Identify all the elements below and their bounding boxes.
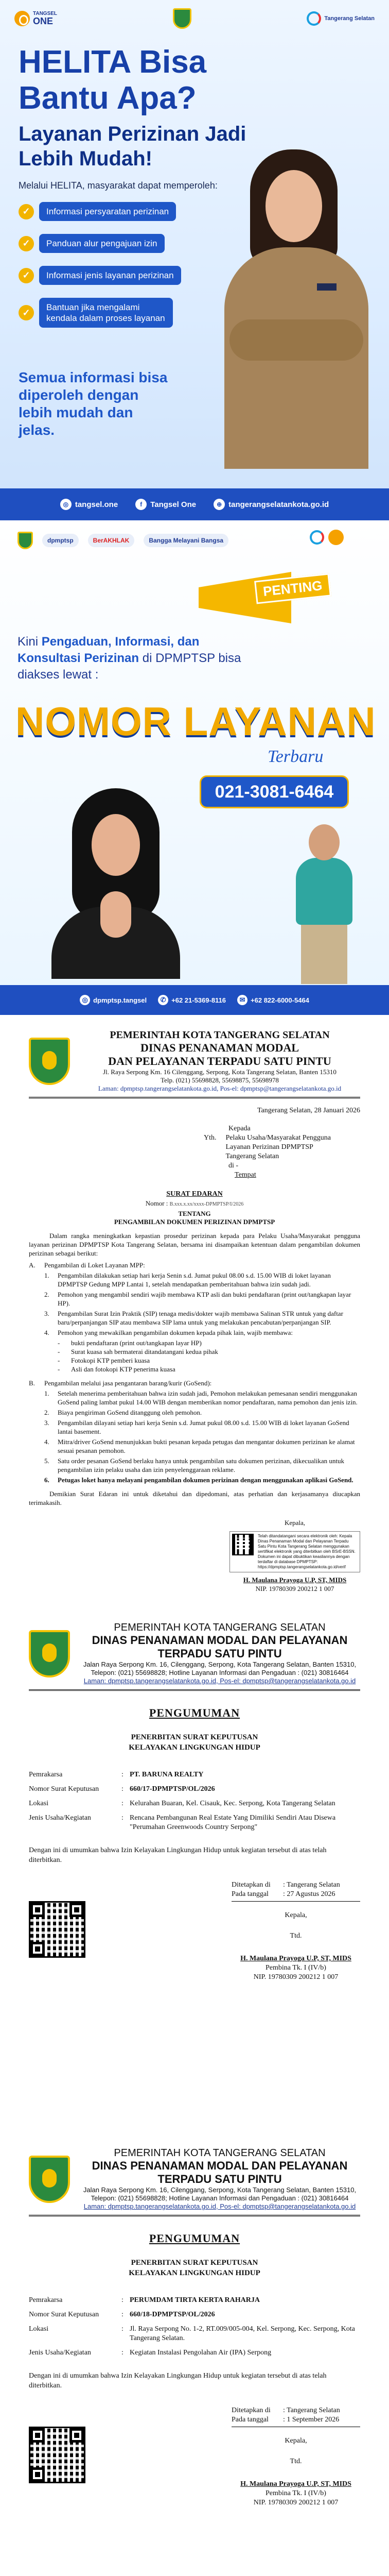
- city-crest-icon: [17, 532, 33, 549]
- detail-row: Lokasi : Jl. Raya Serpong No. 1-2, RT.009/005-004, Kel. Serpong, Kec. Serpong, Kota Tangerang Selatan.: [29, 2325, 355, 2342]
- letter-date: Tangerang Selatan, 28 Januari 2026: [257, 1107, 360, 1114]
- section-a-title: Pengambilan di Loket Layanan MPP:: [44, 1261, 145, 1269]
- phone-icon: ✆: [158, 995, 168, 1005]
- feature-item: [19, 298, 173, 328]
- signer-name: H. Maulana Prayoga U.P, ST, MIDS: [243, 1576, 347, 1584]
- signer-name: H. Maulana Prayoga U.P, ST, MIDS: [240, 1955, 351, 1962]
- footer-whatsapp-text: +62 822-6000-5464: [251, 996, 309, 1004]
- letter-recipient: Kepada Yth. Pelaku Usaha/Masyarakat Pengguna Layanan Perizinan DPMPTSP Tangerang Selatan di - Tempat: [204, 1125, 331, 1179]
- footer-facebook-text: Tangsel One: [150, 500, 197, 509]
- detail-row: Nomor Surat Keputusan : 660/18-DPMPTSP/OL/2026: [29, 2311, 215, 2318]
- detail-row: Jenis Usaha/Kegiatan : Rencana Pembangunan Real Estate Yang Dimiliki Sendiri Atau Disewa "Perumahan Greenwoods Country Serpong": [29, 1814, 336, 1831]
- qr-code-icon: [29, 2427, 85, 2483]
- letterhead: [29, 1613, 360, 1691]
- phone-number-button[interactable]: 021-3081-6464: [200, 775, 349, 808]
- letter-signature: Kepala, Telah ditandatangani secara elektronik oleh: Kepala Dinas Penanaman Modal dan Pelayanan Terpadu Satu Pintu Kota Tangerang Selatan menggunakan sertifikat elektronik yang diterbitkan oleh BSrE-BSSN. Dokumen ini dapat dibuktikan keasliannya dengan terdaftar di database DPMPTSP: https://dpmptsp.tangerangselatankota.go.id/verif H. Maulana Prayoga U.P, ST, MIDS NIP. 19780309 200212 1 007: [229, 1518, 360, 1593]
- officer-illustration: [214, 149, 379, 469]
- letterhead: [29, 2138, 360, 2216]
- kop-line2: DINAS PENANAMAN MODAL DAN PELAYANAN TERPADU SATU PINTU: [92, 2159, 348, 2185]
- logo-big-text: ONE: [33, 16, 54, 26]
- layanan-footer: [0, 985, 389, 1015]
- tangsel-one-logo: [14, 11, 57, 26]
- partner-logos: [17, 532, 228, 549]
- pengumuman-signature: Ditetapkan di : Tangerang Selatan Pada tanggal : 1 September 2026 Kepala, Ttd. H. Maulana Prayoga U.P, ST, MIDS Pembina Tk. I (IV/b) NIP. 19780309 200212 1 007: [29, 2406, 360, 2507]
- city-crest-icon: [29, 1038, 70, 1085]
- pengumuman-subheading: PENERBITAN SURAT KEPUTUSAN KELAYAKAN LINGKUNGAN HIDUP: [129, 1733, 260, 1752]
- surat-edaran: [0, 1015, 389, 1607]
- facebook-icon: f: [135, 499, 147, 510]
- bangga-melayani-logo: Bangga Melayani Bangsa: [144, 534, 228, 547]
- letter-opening: Dalam rangka meningkatkan kepastian prosedur perizinan kepada para Pelaku Usaha/Masyarakat pengguna layanan perizinan DPMPTSP Kota Tangerang Selatan, bersama ini disampaikan ketentuan dalam pengambilan dokumen perizinan sebagai berikut:: [29, 1232, 360, 1257]
- feature-label: Panduan alur pengajuan izin: [39, 234, 165, 253]
- kop-line1: PEMERINTAH KOTA TANGERANG SELATAN: [110, 1029, 330, 1041]
- pengumuman-note: Dengan ini di umumkan bahwa Izin Kelayakan Lingkungan Hidup untuk kegiatan tersebut di atas telah diterbitkan.: [29, 1846, 327, 1864]
- pengumuman-2: [0, 2133, 389, 2576]
- feature-label: Bantuan jika mengalami kendala dalam proses layanan: [39, 298, 173, 328]
- kop-email: Laman: dpmptsp.tangerangselatankota.go.id, Pos-el: dpmptsp@tangerangselatankota.go.id: [83, 2202, 356, 2210]
- instagram-icon: ◎: [80, 995, 90, 1005]
- tangsel-swirl-icon: [307, 11, 321, 26]
- helita-intro: Melalui HELITA, masyarakat dapat memperoleh:: [19, 180, 218, 191]
- letter-subject: PENGAMBILAN DOKUMEN PERIZINAN DPMPTSP: [114, 1218, 275, 1226]
- footer-website-text: tangerangselatankota.go.id: [228, 500, 329, 509]
- pengumuman-heading: PENGUMUMAN: [149, 2232, 240, 2245]
- city-crest-icon: [173, 8, 191, 29]
- logo-small-text: TANGSEL: [33, 11, 58, 16]
- footer-instagram-text: dpmptsp.tangsel: [93, 996, 147, 1004]
- helita-title: HELITA Bisa Bantu Apa?: [19, 44, 207, 116]
- section-a: A. Pengambilan di Loket Layanan MPP: 1. Pengambilan dilakukan setiap hari kerja Senin s.d. Jumat pukul 08.00 s.d. 15.00 WIB di loket layanan DPMPTSP Gedung MPP Lantai 1, setelah mendapatkan pemberitahuan bahwa izin sudah jadi. 2. Pemohon yang mengambil sendiri wajib membawa KTP asli dan bukti pendaftaran (print out/tangkapan layar HP). 3. Pengambilan Surat Izin Praktik (SIP) tenaga medis/dokter wajib membawa Salinan STR untuk yang daftar baru/perpanjangan SIP atau membawa SIP lama untuk yang melakukan pencabutan/perpanjangan SIP. 4. Pemohon yang mewakilkan pengambilan dokumen kepada pihak lain, wajib membawa: - bukti pendaftaran (print out/tangkapan layar HP) - Surat kuasa sah bermaterai ditandatangani kedua pihak - Fotokopi KTP pemberi kuasa - Asli dan fotokopi KTP penerima kuasa: [29, 1261, 351, 1373]
- kop-telp: Telp. (021) 55698828, 55698875, 55698978: [161, 1076, 279, 1084]
- tangsel-logo-text: Tangerang Selatan: [324, 15, 375, 22]
- feature-item: [19, 234, 214, 253]
- signer-name: H. Maulana Prayoga U.P, ST, MIDS: [240, 2480, 351, 2488]
- detail-row: Nomor Surat Keputusan : 660/17-DPMPTSP/OL/2026: [29, 1785, 215, 1793]
- feature-item: [19, 266, 214, 285]
- signer-nip: NIP. 19780309 200212 1 007: [253, 1973, 339, 1981]
- section-b: B. Pengambilan melalui jasa pengantaran barang/kurir (GoSend): 1. Setelah menerima pemberitahuan bahwa izin sudah jadi, Pemohon melakukan pemesanan sendiri menggunakan GoSend paling lambat pukul 14.00 WIB dengan memberikan nomor pendaftaran, nama pemohon dan jenis izin. 2. Biaya pengiriman GoSend ditanggung oleh pemohon. 3. Pengambilan dilayani setiap hari kerja Senin s.d. Jumat pukul 08.00 s.d. 15.00 WIB di loket layanan GoSend lantai basement. 4. Mitra/driver GoSend menunjukkan bukti pesanan kepada petugas dan mengantar dokumen perizinan ke alamat sesuai pesanan pemohon. 5. Satu order pesanan GoSend berlaku hanya untuk pengambilan satu dokumen perizinan, dikecualikan untuk pengambilan izin pelaku usaha dan izin penyelenggaraan reklame. 6. Petugas loket hanya melayani pengambilan dokumen perizinan dengan menggunakan aplikasi GoSend.: [29, 1379, 358, 1484]
- footer-whatsapp[interactable]: [237, 995, 309, 1005]
- megaphone-icon: [199, 556, 332, 629]
- qr-code-icon: [29, 1901, 85, 1958]
- feature-item: [19, 202, 214, 221]
- section-b-title: Pengambilan melalui jasa pengantaran barang/kurir (GoSend):: [44, 1379, 212, 1387]
- kop-line1: PEMERINTAH KOTA TANGERANG SELATAN: [114, 2147, 326, 2159]
- pengumuman-details: [29, 1770, 360, 1832]
- kop-email: Laman: dpmptsp.tangerangselatankota.go.id, Pos-el: dpmptsp@tangerangselatankota.go.id: [83, 1677, 356, 1685]
- tangsel-one-logo-icon: [328, 530, 344, 545]
- kop-email: Laman: dpmptsp.tangerangselatankota.go.id, Pos-el: dpmptsp@tangerangselatankota.go.id: [98, 1084, 342, 1092]
- feature-label: Informasi jenis layanan perizinan: [39, 266, 181, 285]
- helita-topbar: [0, 7, 389, 30]
- name-badge-icon: [317, 283, 337, 291]
- whatsapp-icon: ✉: [237, 995, 247, 1005]
- kop-line1: PEMERINTAH KOTA TANGERANG SELATAN: [114, 1622, 326, 1633]
- penting-tag: PENTING: [254, 573, 331, 604]
- kop-line2: DINAS PENANAMAN MODAL DAN PELAYANAN TERPADU SATU PINTU: [92, 1634, 348, 1660]
- letter-tentang: TENTANG: [178, 1210, 211, 1217]
- nomor-layanan-heading: NOMOR LAYANAN: [15, 699, 376, 744]
- nomor-layanan-banner: [0, 520, 389, 1015]
- footer-phone[interactable]: [158, 995, 226, 1005]
- pengumuman-subheading: PENERBITAN SURAT KEPUTUSAN KELAYAKAN LINGKUNGAN HIDUP: [129, 2259, 260, 2277]
- pengumuman-1: [0, 1607, 389, 2133]
- signer-nip: NIP. 19780309 200212 1 007: [255, 1585, 334, 1592]
- detail-row: Pemrakarsa : PT. BARUNA REALTY: [29, 1771, 204, 1778]
- letter-title: SURAT EDARAN: [166, 1190, 223, 1198]
- footer-facebook[interactable]: [135, 499, 196, 510]
- terbaru-label: Terbaru: [268, 747, 324, 766]
- check-icon: ✓: [19, 204, 34, 219]
- detail-row: Jenis Usaha/Kegiatan : Kegiatan Instalasi Pengolahan Air (IPA) Serpong: [29, 2349, 272, 2357]
- globe-icon: ⊕: [214, 499, 225, 510]
- helita-subtitle: Layanan Perizinan Jadi Lebih Mudah!: [19, 123, 246, 170]
- pengumuman-signature: Ditetapkan di : Tangerang Selatan Pada tanggal : 27 Agustus 2026 Kepala, Ttd. H. Maulana Prayoga U.P, ST, MIDS Pembina Tk. I (IV/b) NIP. 19780309 200212 1 007: [29, 1880, 360, 1982]
- kop-address: Jalan Raya Serpong Km. 16, Cilenggang, Serpong, Kota Tangerang Selatan, Banten 15310, Telepon: (021) 55698828; Hotline Layanan Informasi dan Pengaduan : (021) 30816464: [83, 2186, 357, 2202]
- hijab-officer-illustration: [46, 788, 185, 979]
- berakhlak-logo: BerAKHLAK: [88, 534, 135, 547]
- helita-footer: [0, 488, 389, 520]
- right-logos: [310, 530, 372, 545]
- tangsel-city-logo: [307, 11, 375, 26]
- helita-info-text: Semua informasi bisa diperoleh dengan lebih mudah dan jelas.: [19, 369, 168, 438]
- pengumuman-details: [29, 2296, 360, 2358]
- signer-nip: NIP. 19780309 200212 1 007: [253, 2499, 339, 2506]
- pengumuman-heading: PENGUMUMAN: [149, 1706, 240, 1719]
- e-signature-box: Telah ditandatangani secara elektronik oleh: Kepala Dinas Penanaman Modal dan Pelayanan Terpadu Satu Pintu Kota Tangerang Selatan menggunakan sertifikat elektronik yang diterbitkan oleh BSrE-BSSN. Dokumen ini dapat dibuktikan keasliannya dengan terdaftar di database DPMPTSP: https://dpmptsp.tangerangselatankota.go.id/verif: [229, 1531, 360, 1572]
- tangsel-swirl-icon: [310, 530, 324, 545]
- check-icon: ✓: [19, 268, 34, 283]
- instagram-icon: ◎: [60, 499, 72, 510]
- city-crest-icon: [29, 2156, 70, 2203]
- kop-line2: DINAS PENANAMAN MODAL: [140, 1041, 299, 1054]
- footer-instagram[interactable]: [60, 499, 118, 510]
- kop-line3: DAN PELAYANAN TERPADU SATU PINTU: [108, 1055, 331, 1067]
- footer-website[interactable]: [214, 499, 329, 510]
- letter-number: Nomor : B.xxx.x.xx/xxxx-DPMPTSP/I/2026: [145, 1199, 244, 1207]
- footer-instagram[interactable]: [80, 995, 147, 1005]
- detail-row: Pemrakarsa : PERUMDAM TIRTA KERTA RAHARJA: [29, 2296, 260, 2304]
- qr-code-icon: [232, 1534, 254, 1555]
- feature-label: Informasi persyaratan perizinan: [39, 202, 176, 221]
- kini-text: Kini Pengaduan, Informasi, dan Konsultasi Perizinan di DPMPTSP bisa diakses lewat :: [17, 635, 241, 682]
- footer-phone-text: +62 21-5369-8116: [171, 996, 226, 1004]
- letterhead: [29, 1020, 360, 1098]
- helita-banner: [0, 0, 389, 520]
- check-icon: ✓: [19, 236, 34, 251]
- check-icon: ✓: [19, 305, 34, 320]
- letter-closing: Demikian Surat Edaran ini untuk diketahui dan dipedomani, atas perhatian dan kerjasamanya diucapkan terimakasih.: [29, 1490, 360, 1506]
- detail-row: Lokasi : Kelurahan Buaran, Kel. Cisauk, Kec. Serpong, Kota Tangerang Selatan: [29, 1800, 335, 1807]
- kop-address: Jalan Raya Serpong Km. 16, Cilenggang, Serpong, Kota Tangerang Selatan, Banten 15310, Telepon: (021) 55698828; Hotline Layanan Informasi dan Pengaduan : (021) 30816464: [83, 1660, 357, 1676]
- kop-address: Jl. Raya Serpong Km. 16 Cilenggang, Serpong, Kota Tangerang Selatan, Banten 15310: [103, 1068, 337, 1076]
- man-illustration: [288, 824, 360, 984]
- footer-instagram-text: tangsel.one: [75, 500, 118, 509]
- tangsel-one-logo-icon: [14, 11, 30, 26]
- city-crest-icon: [29, 1630, 70, 1677]
- pengumuman-note: Dengan ini di umumkan bahwa Izin Kelayakan Lingkungan Hidup untuk kegiatan tersebut di atas telah diterbitkan.: [29, 2372, 327, 2389]
- dpmptsp-logo: dpmptsp: [42, 534, 79, 547]
